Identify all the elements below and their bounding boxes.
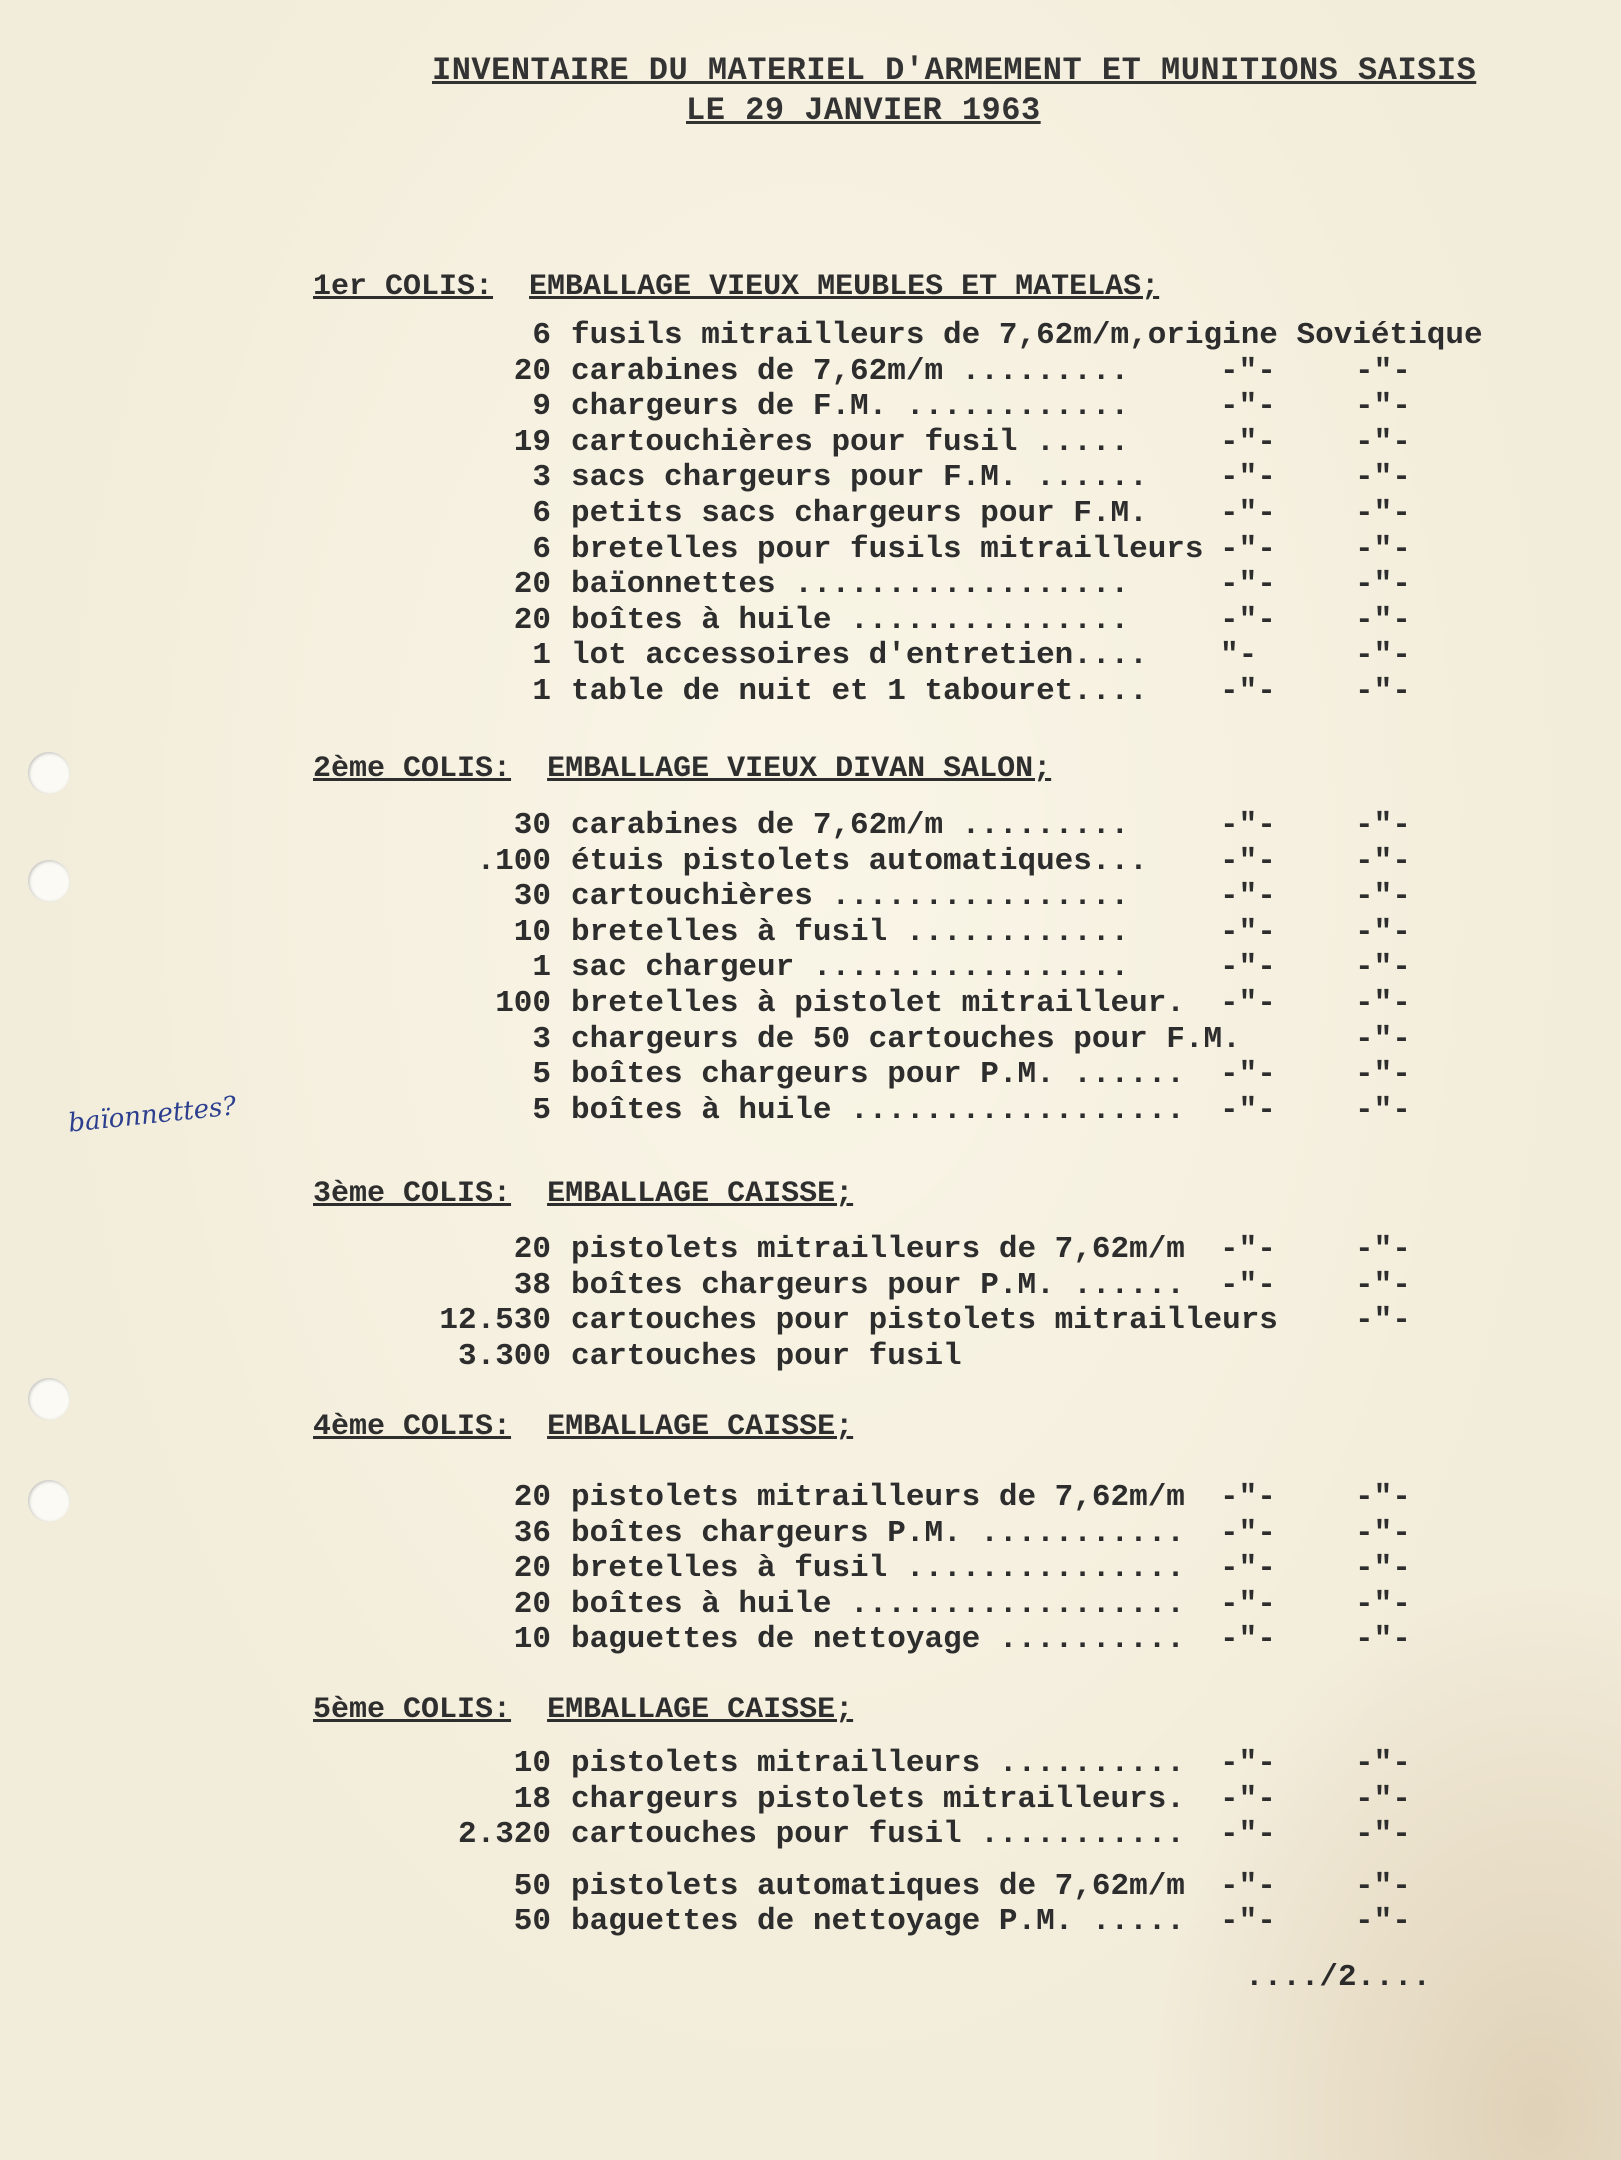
item-row [0, 844, 1621, 880]
ditto-mark: -"- [1220, 1551, 1276, 1586]
item-quantity: 36 [513, 1516, 551, 1551]
item-quantity: 5 [532, 1057, 551, 1092]
ditto-mark: -"- [1220, 1057, 1276, 1092]
ditto-mark: -"- [1220, 567, 1276, 602]
ditto-mark: -"- [1220, 1516, 1276, 1551]
ditto-mark: -"- [1355, 1622, 1411, 1657]
item-description: fusils mitrailleurs de 7,62m/m,origine Soviétique [571, 318, 1483, 353]
item-description: cartouchières pour fusil ..... [571, 425, 1130, 460]
item-row [0, 1817, 1621, 1853]
item-row [0, 1339, 1621, 1375]
item-row [0, 674, 1621, 710]
item-row [0, 389, 1621, 425]
ditto-mark: "- [1220, 638, 1258, 673]
ditto-mark: -"- [1220, 1817, 1276, 1852]
section-packaging: EMBALLAGE CAISSE; [547, 1693, 854, 1727]
ditto-mark: -"- [1220, 808, 1276, 843]
item-row [0, 1022, 1621, 1058]
ditto-mark: -"- [1355, 1093, 1411, 1128]
ditto-mark: -"- [1220, 603, 1276, 638]
item-description: cartouches pour fusil [571, 1339, 962, 1374]
item-description: chargeurs de F.M. ............ [571, 389, 1130, 424]
item-description: pistolets mitrailleurs de 7,62m/m [571, 1232, 1185, 1267]
item-description: boîtes à huile .................. [571, 1093, 1185, 1128]
item-quantity: 20 [513, 603, 551, 638]
item-description: pistolets mitrailleurs .......... [571, 1746, 1185, 1781]
section-heading [313, 270, 1159, 304]
item-row [0, 638, 1621, 674]
ditto-mark: -"- [1220, 1232, 1276, 1267]
item-row [0, 603, 1621, 639]
document-date: LE 29 JANVIER 1963 [686, 92, 1041, 129]
item-row [0, 354, 1621, 390]
item-quantity: 20 [513, 1551, 551, 1586]
item-quantity: 12.530 [439, 1303, 551, 1338]
item-description: boîtes à huile ............... [571, 603, 1130, 638]
item-quantity: 3 [532, 460, 551, 495]
item-quantity: 3.300 [457, 1339, 551, 1374]
item-quantity: 9 [532, 389, 551, 424]
ditto-mark: -"- [1220, 1480, 1276, 1515]
item-description: boîtes chargeurs pour P.M. ...... [571, 1268, 1185, 1303]
item-description: petits sacs chargeurs pour F.M. [571, 496, 1148, 531]
section-label: 2ème COLIS: [313, 752, 512, 786]
ditto-mark: -"- [1220, 532, 1276, 567]
item-description: étuis pistolets automatiques... [571, 844, 1148, 879]
ditto-mark: -"- [1220, 460, 1276, 495]
item-quantity: 1 [532, 674, 551, 709]
item-quantity: 6 [532, 496, 551, 531]
section-label: 4ème COLIS: [313, 1410, 512, 1444]
section-heading [313, 752, 1051, 786]
ditto-mark: -"- [1220, 1904, 1276, 1939]
ditto-mark: -"- [1355, 567, 1411, 602]
item-description: pistolets mitrailleurs de 7,62m/m [571, 1480, 1185, 1515]
ditto-mark: -"- [1220, 389, 1276, 424]
item-row [0, 879, 1621, 915]
item-description: chargeurs pistolets mitrailleurs. [571, 1782, 1185, 1817]
item-description: carabines de 7,62m/m ......... [571, 354, 1130, 389]
ditto-mark: -"- [1220, 915, 1276, 950]
ditto-mark: -"- [1355, 915, 1411, 950]
ditto-mark: -"- [1355, 1022, 1411, 1057]
item-row [0, 1057, 1621, 1093]
item-description: pistolets automatiques de 7,62m/m [571, 1869, 1185, 1904]
item-description: bretelles à pistolet mitrailleur. [571, 986, 1185, 1021]
item-row [0, 1480, 1621, 1516]
ditto-mark: -"- [1220, 354, 1276, 389]
item-quantity: 19 [513, 425, 551, 460]
document-title: INVENTAIRE DU MATERIEL D'ARMEMENT ET MUNITIONS SAISIS [432, 52, 1477, 89]
item-description: boîtes à huile .................. [571, 1587, 1185, 1622]
ditto-mark: -"- [1355, 1232, 1411, 1267]
ditto-mark: -"- [1355, 808, 1411, 843]
ditto-mark: -"- [1355, 950, 1411, 985]
ditto-mark: -"- [1355, 1303, 1411, 1338]
ditto-mark: -"- [1355, 879, 1411, 914]
item-row [0, 915, 1621, 951]
section-packaging: EMBALLAGE VIEUX DIVAN SALON; [547, 752, 1052, 786]
ditto-mark: -"- [1355, 1268, 1411, 1303]
item-quantity: 20 [513, 1480, 551, 1515]
ditto-mark: -"- [1355, 986, 1411, 1021]
ditto-mark: -"- [1355, 1480, 1411, 1515]
item-row [0, 1904, 1621, 1940]
ditto-mark: -"- [1220, 674, 1276, 709]
item-description: lot accessoires d'entretien.... [571, 638, 1148, 673]
section-packaging: EMBALLAGE CAISSE; [547, 1177, 854, 1211]
item-description: baïonnettes .................. [571, 567, 1130, 602]
item-quantity: 100 [495, 986, 551, 1021]
item-quantity: 30 [513, 879, 551, 914]
item-quantity: 50 [513, 1869, 551, 1904]
ditto-mark: -"- [1220, 1746, 1276, 1781]
item-row [0, 1516, 1621, 1552]
item-row [0, 532, 1621, 568]
item-description: table de nuit et 1 tabouret.... [571, 674, 1148, 709]
item-row [0, 1622, 1621, 1658]
punch-hole [28, 1378, 70, 1420]
section-label: 1er COLIS: [313, 270, 494, 304]
punch-hole [28, 752, 70, 794]
ditto-mark: -"- [1220, 1268, 1276, 1303]
item-quantity: 38 [513, 1268, 551, 1303]
item-description: sac chargeur ................. [571, 950, 1130, 985]
item-row [0, 808, 1621, 844]
item-description: boîtes chargeurs P.M. ........... [571, 1516, 1185, 1551]
item-description: cartouchières ................ [571, 879, 1130, 914]
ditto-mark: -"- [1355, 674, 1411, 709]
item-quantity: 20 [513, 1587, 551, 1622]
item-row [0, 567, 1621, 603]
item-quantity: 10 [513, 1746, 551, 1781]
ditto-mark: -"- [1220, 496, 1276, 531]
section-packaging: EMBALLAGE CAISSE; [547, 1410, 854, 1444]
item-quantity: 1 [532, 950, 551, 985]
item-description: sacs chargeurs pour F.M. ...... [571, 460, 1148, 495]
item-row [0, 1093, 1621, 1129]
ditto-mark: -"- [1355, 603, 1411, 638]
item-quantity: 20 [513, 567, 551, 602]
ditto-mark: -"- [1220, 1587, 1276, 1622]
item-description: boîtes chargeurs pour P.M. ...... [571, 1057, 1185, 1092]
ditto-mark: -"- [1355, 1904, 1411, 1939]
ditto-mark: -"- [1355, 460, 1411, 495]
item-quantity: 10 [513, 915, 551, 950]
page-continuation: ..../2.... [1245, 1960, 1432, 1995]
section-packaging: EMBALLAGE VIEUX MEUBLES ET MATELAS; [529, 270, 1160, 304]
item-quantity: 30 [513, 808, 551, 843]
ditto-mark: -"- [1220, 1093, 1276, 1128]
section-heading [313, 1693, 853, 1727]
item-quantity: 5 [532, 1093, 551, 1128]
item-quantity: 20 [513, 354, 551, 389]
item-row [0, 1232, 1621, 1268]
ditto-mark: -"- [1355, 1817, 1411, 1852]
item-quantity: 6 [532, 532, 551, 567]
item-row [0, 1587, 1621, 1623]
ditto-mark: -"- [1220, 879, 1276, 914]
ditto-mark: -"- [1355, 1587, 1411, 1622]
ditto-mark: -"- [1220, 950, 1276, 985]
item-quantity: 18 [513, 1782, 551, 1817]
section-label: 3ème COLIS: [313, 1177, 512, 1211]
section-label: 5ème COLIS: [313, 1693, 512, 1727]
item-description: carabines de 7,62m/m ......... [571, 808, 1130, 843]
ditto-mark: -"- [1220, 986, 1276, 1021]
item-quantity: 50 [513, 1904, 551, 1939]
item-quantity: 1 [532, 638, 551, 673]
item-row [0, 1746, 1621, 1782]
item-row [0, 986, 1621, 1022]
item-description: baguettes de nettoyage P.M. ..... [571, 1904, 1185, 1939]
item-quantity: 10 [513, 1622, 551, 1657]
ditto-mark: -"- [1220, 1622, 1276, 1657]
ditto-mark: -"- [1355, 1746, 1411, 1781]
item-description: baguettes de nettoyage .......... [571, 1622, 1185, 1657]
ditto-mark: -"- [1355, 1782, 1411, 1817]
ditto-mark: -"- [1220, 425, 1276, 460]
ditto-mark: -"- [1355, 354, 1411, 389]
item-description: bretelles à fusil ............... [571, 1551, 1185, 1586]
item-description: bretelles à fusil ............ [571, 915, 1130, 950]
section-heading [313, 1410, 853, 1444]
item-row [0, 318, 1621, 354]
item-quantity: 20 [513, 1232, 551, 1267]
ditto-mark: -"- [1355, 1551, 1411, 1586]
ditto-mark: -"- [1355, 389, 1411, 424]
ditto-mark: -"- [1220, 1869, 1276, 1904]
item-description: cartouches pour pistolets mitrailleurs [571, 1303, 1278, 1338]
ditto-mark: -"- [1355, 638, 1411, 673]
item-quantity: .100 [476, 844, 551, 879]
ditto-mark: -"- [1355, 1869, 1411, 1904]
ditto-mark: -"- [1220, 844, 1276, 879]
item-row [0, 1551, 1621, 1587]
item-row [0, 496, 1621, 532]
item-row [0, 1268, 1621, 1304]
ditto-mark: -"- [1220, 1782, 1276, 1817]
item-row [0, 1303, 1621, 1339]
ditto-mark: -"- [1355, 425, 1411, 460]
ditto-mark: -"- [1355, 532, 1411, 567]
item-quantity: 6 [532, 318, 551, 353]
item-description: bretelles pour fusils mitrailleurs [571, 532, 1204, 567]
item-row [0, 1782, 1621, 1818]
item-row [0, 460, 1621, 496]
item-quantity: 3 [532, 1022, 551, 1057]
ditto-mark: -"- [1355, 1057, 1411, 1092]
item-row [0, 1869, 1621, 1905]
handwritten-note: baïonnettes? [66, 1091, 238, 1139]
ditto-mark: -"- [1355, 844, 1411, 879]
item-description: cartouches pour fusil ........... [571, 1817, 1185, 1852]
item-row [0, 425, 1621, 461]
item-description: chargeurs de 50 cartouches pour F.M. [571, 1022, 1241, 1057]
ditto-mark: -"- [1355, 1516, 1411, 1551]
ditto-mark: -"- [1355, 496, 1411, 531]
item-quantity: 2.320 [457, 1817, 551, 1852]
item-row [0, 950, 1621, 986]
section-heading [313, 1177, 853, 1211]
